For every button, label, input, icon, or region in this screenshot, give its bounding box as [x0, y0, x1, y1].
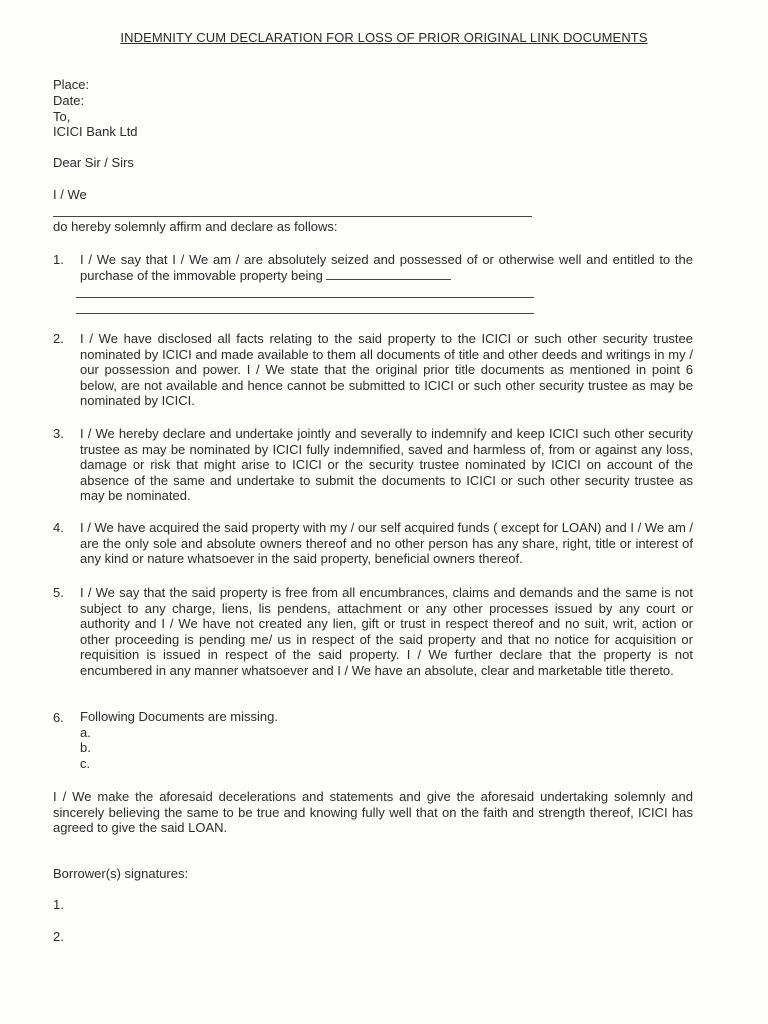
property-line-2	[76, 313, 534, 314]
salutation: Dear Sir / Sirs	[53, 155, 134, 170]
clause-4-text: I / We have acquired the said property with my / our self acquired funds ( except for LOAN) and I / We am / are the only sole and absolute owners thereof and no other person has any share, right, title or interest of any kind or nature whatsoever in the said property, beneficial owners thereof.	[80, 520, 693, 566]
missing-item-b: b.	[80, 740, 91, 755]
missing-item-a: a.	[80, 725, 91, 740]
closing-statement: I / We make the aforesaid decelerations and statements and give the aforesaid undertaking solemnly and sincerely believing the same to be true and knowing fully well that on the faith and strength thereof, ICICI has agreed to give the said LOAN.	[53, 789, 693, 835]
place-label: Place:	[53, 77, 90, 92]
clause-5-text: I / We say that the said property is free from all encumbrances, claims and demands and the same is not subject to any charge, liens, lis pendens, attachment or any other processes issued by any court or authority and I / We have not created any lien, gift or trust in respect thereof and no suit, writ, action or other proceeding is pending me/ us in respect of the said property and that no notice for acquisition or requisition is issued in respect of the said property. I / We further declare that the property is not encumbered in any manner whatsoever and I / We have an absolute, clear and marketable title thereto.	[80, 585, 693, 678]
affirm-statement: do hereby solemnly affirm and declare as follows:	[53, 219, 338, 234]
clause-3-text: I / We hereby declare and undertake jointly and severally to indemnify and keep ICICI such other security trustee as may be nominated by ICICI fully indemnified, saved and harmless of, from or against any loss, damage or risk that might arise to ICICI or the security trustee nominated by ICICI on account of the absence of the same and undertake to submit the documents to ICICI or such other security trustee as may be nominated.	[80, 426, 693, 503]
clause-2-number: 2.	[53, 331, 64, 346]
i-we-label: I / We	[53, 187, 87, 202]
clause-5-number: 5.	[53, 585, 64, 600]
signature-line-1: 1.	[53, 897, 64, 912]
clause-6-text: Following Documents are missing.	[80, 709, 278, 724]
document-title: INDEMNITY CUM DECLARATION FOR LOSS OF PRIOR ORIGINAL LINK DOCUMENTS	[120, 30, 648, 45]
property-line-1	[76, 297, 534, 298]
clause-6-number: 6.	[53, 710, 64, 725]
date-label: Date:	[53, 93, 85, 108]
clause-4-number: 4.	[53, 520, 64, 535]
property-blank	[326, 268, 451, 280]
clause-2-text: I / We have disclosed all facts relating to the said property to the ICICI or such other security trustee nominated by ICICI and made available to them all documents of title and other deeds and writings in my / our possession and power. I / We state that the original prior title documents as mentioned in point 6 below, are not available and hence cannot be submitted to ICICI or such other security trustee as may be nominated by ICICI.	[80, 331, 693, 408]
clause-1-number: 1.	[53, 252, 64, 267]
bank-name: ICICI Bank Ltd	[53, 124, 138, 139]
signatures-label: Borrower(s) signatures:	[53, 866, 189, 881]
missing-item-c: c.	[80, 756, 91, 771]
to-label: To,	[53, 109, 71, 124]
clause-3-number: 3.	[53, 426, 64, 441]
clause-1-body: I / We say that I / We am / are absolutely seized and possessed of or otherwise well and entitled to the purchase of the immovable property being	[80, 252, 693, 283]
clause-1-text	[80, 252, 693, 283]
signature-line-2: 2.	[53, 929, 64, 944]
name-blank-line	[53, 216, 532, 217]
